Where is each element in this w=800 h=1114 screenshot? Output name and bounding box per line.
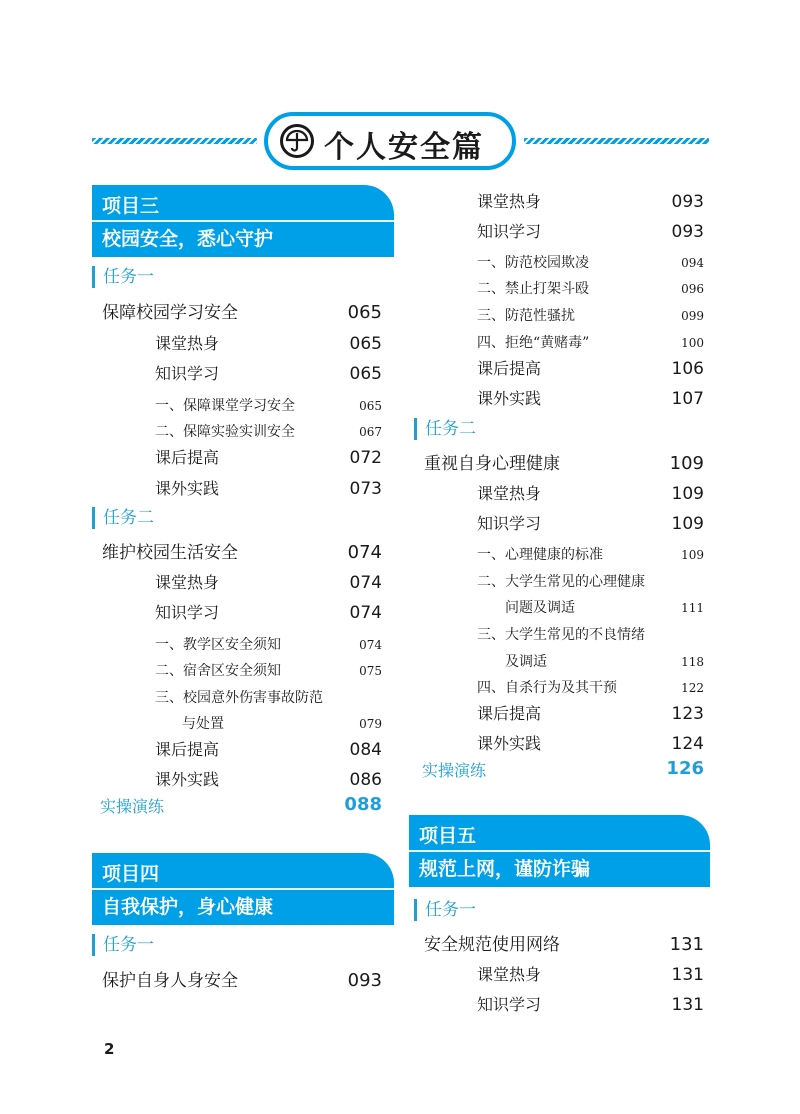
page-ref: 093 [671,222,704,242]
task-title-row[interactable] [424,449,704,474]
practice-drill-row[interactable] [422,758,704,781]
toc-row[interactable] [155,687,382,707]
toc-row[interactable] [155,331,382,354]
task-title: 重视自身心理健康 [424,454,560,474]
toc-row[interactable] [477,511,704,534]
toc-row[interactable] [155,660,382,680]
page-ref: 065 [349,334,382,354]
page-ref: 093 [671,192,704,212]
toc-item: 知识学习 [477,222,542,241]
toc-row[interactable] [477,962,704,985]
toc-item: 及调适 [505,654,547,670]
project-5-label: 项目五 [419,825,477,847]
toc-item: 课后提高 [477,359,542,378]
page-ref: 065 [349,364,382,384]
toc-item: 问题及调适 [505,600,575,616]
toc-item: 四、拒绝“黄赌毒” [477,335,590,351]
page-ref: 074 [349,573,382,593]
project-3-banner [92,185,394,257]
page-ref: 074 [349,603,382,623]
practice-drill-label: 实操演练 [422,761,487,780]
page-ref: 079 [359,717,382,731]
page-ref: 106 [671,359,704,379]
page-ref: 072 [349,448,382,468]
page-ref: 094 [681,256,704,270]
task-label: 任务二 [414,418,476,440]
toc-row[interactable] [155,421,382,441]
toc-item: 知识学习 [155,364,220,383]
toc-row[interactable] [155,634,382,654]
toc-item: 三、大学生常见的不良情绪 [477,627,645,643]
toc-row[interactable] [477,252,704,272]
page-ref: 118 [681,655,704,669]
toc-item: 与处置 [182,716,224,732]
toc-item: 三、防范性骚扰 [477,308,575,324]
project-5-subtitle: 规范上网，谨防诈骗 [419,858,591,880]
page-ref: 099 [681,309,704,323]
project-4-label: 项目四 [102,863,160,885]
toc-item: 课外实践 [477,389,542,408]
page-ref: 109 [669,453,704,474]
toc-row[interactable] [477,356,704,379]
toc-item: 课堂热身 [477,484,542,503]
toc-item: 二、禁止打架斗殴 [477,281,589,297]
page-ref: 131 [671,965,704,985]
page-ref: 096 [681,282,704,296]
header-rule-right [524,138,709,144]
toc-row[interactable] [477,305,704,325]
page-ref: 107 [671,389,704,409]
project-3-subtitle: 校园安全，悉心守护 [102,228,274,250]
project-3-label: 项目三 [102,195,160,217]
toc-item: 一、心理健康的标准 [477,547,603,563]
page-ref: 126 [666,758,704,779]
toc-item: 课堂热身 [155,334,220,353]
toc-row[interactable] [477,677,704,697]
toc-row[interactable] [477,701,704,724]
toc-item: 课堂热身 [477,192,542,211]
header-rule-left [92,138,257,144]
page-ref: 123 [671,704,704,724]
page-ref: 065 [347,302,382,323]
page-ref: 065 [359,399,382,413]
task-label: 任务一 [92,934,154,956]
section-title-badge [264,112,516,170]
toc-row[interactable] [477,278,704,298]
toc-row[interactable] [155,361,382,384]
toc-row[interactable] [477,386,704,409]
toc-row[interactable] [477,481,704,504]
page-ref: 088 [344,794,382,815]
page-ref: 109 [681,548,704,562]
page-ref: 124 [671,734,704,754]
page-ref: 067 [359,425,382,439]
toc-item: 课外实践 [155,770,220,789]
task-title-row[interactable] [424,930,704,955]
toc-row[interactable] [477,189,704,212]
page-ref: 075 [359,664,382,678]
page-ref: 122 [681,681,704,695]
project-4-subtitle: 自我保护，身心健康 [102,896,274,918]
toc-item: 二、保障实验实训安全 [155,424,295,440]
task-title: 保护自身人身安全 [102,971,238,991]
toc-row[interactable] [155,767,382,790]
page-ref: 084 [349,740,382,760]
practice-drill-row[interactable] [100,794,382,817]
task-title: 安全规范使用网络 [424,935,560,955]
toc-item: 课堂热身 [155,573,220,592]
section-header [92,112,709,170]
toc-row[interactable] [477,731,704,754]
toc-item: 一、保障课堂学习安全 [155,398,295,414]
toc-item: 课后提高 [155,740,220,759]
toc-item: 四、自杀行为及其干预 [477,680,617,696]
task-label: 任务一 [92,266,154,288]
toc-row[interactable] [477,219,704,242]
toc-row[interactable] [155,476,382,499]
page-ref: 100 [681,336,704,350]
toc-item: 一、教学区安全须知 [155,637,281,653]
toc-row[interactable] [155,395,382,415]
page-ref: 073 [349,479,382,499]
toc-item: 知识学习 [155,603,220,622]
toc-row[interactable] [505,651,704,671]
toc-row[interactable] [477,624,704,644]
page-number: 2 [104,1040,115,1058]
toc-row[interactable] [155,600,382,623]
page-ref: 131 [671,995,704,1015]
toc-item: 课堂热身 [477,965,542,984]
page-ref: 074 [359,638,382,652]
page-ref: 086 [349,770,382,790]
page-ref: 109 [671,514,704,534]
page-ref: 131 [669,934,704,955]
toc-row[interactable] [182,713,382,733]
toc-item: 课后提高 [477,704,542,723]
project-5-banner [409,815,710,887]
project-4-banner [92,853,394,925]
toc-item: 课后提高 [155,448,220,467]
toc-item: 三、校园意外伤害事故防范 [155,690,323,706]
task-label: 任务二 [92,507,154,529]
page-ref: 074 [347,542,382,563]
page-ref: 111 [681,601,704,615]
toc-item: 课外实践 [155,479,220,498]
toc-row[interactable] [155,570,382,593]
task-title-row[interactable] [102,538,382,563]
toc-item: 知识学习 [477,995,542,1014]
page-ref: 093 [347,970,382,991]
toc-item: 二、大学生常见的心理健康 [477,574,645,590]
umbrella-icon [280,124,314,158]
toc-row[interactable] [505,597,704,617]
toc-row[interactable] [477,571,704,591]
toc-item: 二、宿舍区安全须知 [155,663,281,679]
task-title: 保障校园学习安全 [102,303,238,323]
task-title-row[interactable] [102,298,382,323]
toc-row[interactable] [477,332,704,352]
practice-drill-label: 实操演练 [100,797,165,816]
toc-row[interactable] [155,737,382,760]
toc-row[interactable] [155,445,382,468]
page-ref: 109 [671,484,704,504]
toc-row[interactable] [477,992,704,1015]
task-label: 任务一 [414,899,476,921]
task-title: 维护校园生活安全 [102,543,238,563]
toc-item: 知识学习 [477,514,542,533]
toc-item: 课外实践 [477,734,542,753]
toc-row[interactable] [477,544,704,564]
task-title-row[interactable] [102,966,382,991]
toc-item: 一、防范校园欺凌 [477,255,589,271]
section-title: 个人安全篇 [324,130,484,165]
